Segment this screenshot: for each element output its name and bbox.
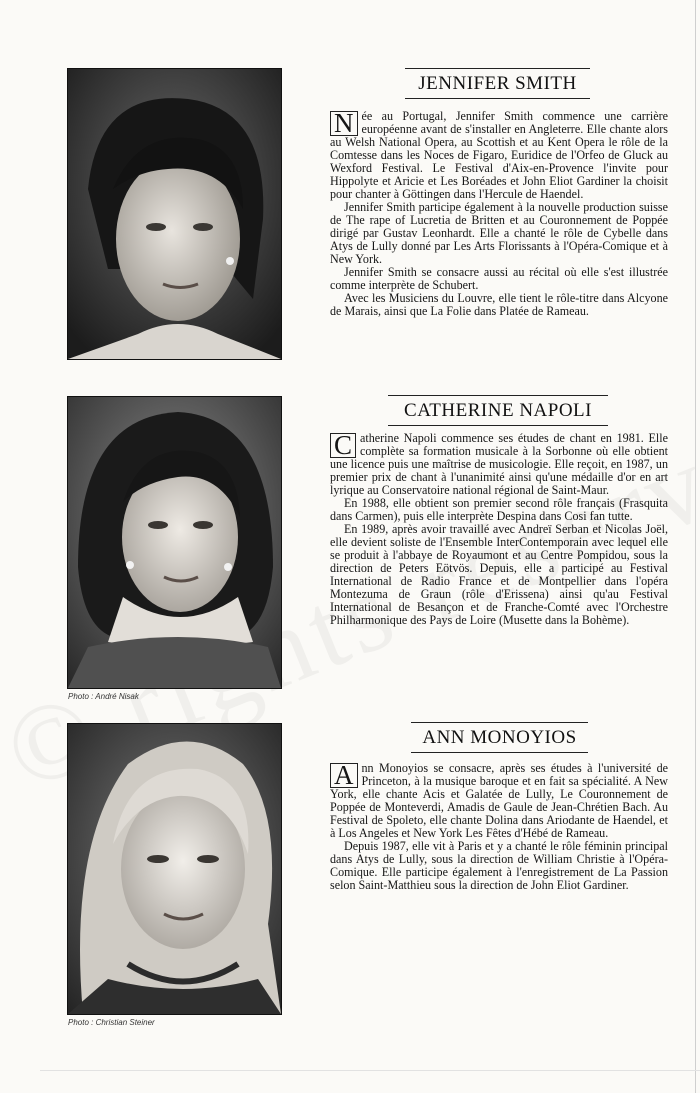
bio-paragraph: Avec les Musiciens du Louvre, elle tient le rôle-titre dans Alcyone de Marais, ainsi que La Folie dans Platée de Rameau. (330, 291, 668, 318)
bottom-rule (405, 98, 590, 99)
drop-cap: A (330, 763, 358, 788)
artist-name-block (405, 68, 590, 99)
artist-name-block (388, 395, 608, 426)
bio-paragraph: A nn Monoyios se consacre, après ses études à l'université de Princeton, à la musique baroque et en fait sa spécialité. A New York, elle chante Acis et Galatée de Lully, Le Couronnement de Poppée de Monteverdi, Amadis de Gaule de Jean-Chrétien Bach. Au Festival de Spoleto, elle chante Dolina dans Ariodante de Haendel, et à Los Angeles et New York Les Fêtes d'Hébé de Rameau. (330, 760, 668, 840)
bio-paragraph: N ée au Portugal, Jennifer Smith commence une carrière européenne avant de s'installer en Angleterre. Elle chante alors au Welsh National Opera, au Scottish et au Kent Opera le rôle de la Comtesse dans les Noces de Figaro, Euridice de l'Orfeo de Gluck au Wexford Festival. Le Festival d'Aix-en-Provence l'invite pour Hippolyte et Aricie et Les Boréades et John Eliot Gardiner la choisit pour chanter à Göttingen dans l'Hercule de Haendel. (330, 108, 668, 201)
portrait-photo-ann-monoyios (67, 723, 282, 1015)
artist-name: CATHERINE NAPOLI (404, 400, 592, 421)
portrait-photo-catherine-napoli (67, 396, 282, 689)
bio-paragraph: C atherine Napoli commence ses études de chant en 1981. Elle complète sa formation musicale à la Sorbonne où elle obtient une licence puis une maîtrise de musicologie. Elle reçoit, en 1987, un premier prix de chant à l'unanimité ainsi qu'une médaille d'or en art lyrique au Conservatoire national régional de Saint-Maur. (330, 430, 668, 497)
portrait-photo-jennifer-smith (67, 68, 282, 360)
photo-credit: Photo : André Nisak (68, 692, 139, 701)
artist-name-block (411, 722, 588, 753)
artist-biography (330, 432, 668, 627)
bio-paragraph: Depuis 1987, elle vit à Paris et y a chanté le rôle féminin principal dans Atys de Lully, sous la direction de William Christie à l'Opéra-Comique. Elle participe également à l'enregistrement de La Passion selon Saint-Matthieu sous la direction de John Eliot Gardiner. (330, 839, 668, 892)
photo-credit: Photo : Christian Steiner (68, 1018, 155, 1027)
artist-name: ANN MONOYIOS (422, 727, 577, 748)
scan-edge (40, 1070, 700, 1071)
bio-paragraph: Jennifer Smith se consacre aussi au récital où elle s'est illustrée comme interprète de Schubert. (330, 265, 668, 292)
bio-paragraph: En 1989, après avoir travaillé avec Andreï Serban et Nicolas Joël, elle devient soliste de l'Ensemble InterContemporain avec lequel elle se produit à l'abbaye de Royaumont et au Centre Pompidou, sous la direction de Peters Eötvös. Depuis, elle a participé au Festival International de Radio France et de Montpellier dans l'opéra Montezuma de Graun (rôle d'Erissena) ainsi qu'au Festival International de Besançon et de Franche-Comté avec l'Orchestre Philharmonique des Pays de Loire (Musette dans la Bohème). (330, 522, 668, 627)
portrait-image (68, 724, 281, 1014)
artist-name: JENNIFER SMITH (418, 73, 577, 94)
bottom-rule (411, 752, 588, 753)
drop-cap: C (330, 433, 356, 458)
artist-biography (330, 762, 668, 892)
portrait-image (68, 69, 281, 359)
bottom-rule (388, 425, 608, 426)
bio-paragraph: Jennifer Smith participe également à la nouvelle production suisse de The rape of Lucretia de Britten et au Couronnement de Poppée dirigé par Gustav Leonhardt. Elle a chanté le rôle de Cybelle dans Atys de Lully donné par Les Arts Florissants à l'Opéra-Comique et à New York. (330, 200, 668, 266)
page-edge (695, 0, 696, 1093)
portrait-image (68, 397, 281, 688)
bio-paragraph: En 1988, elle obtient son premier second rôle français (Frasquita dans Carmen), puis elle interprète Despina dans Cosi fan tutte. (330, 496, 668, 523)
drop-cap: N (330, 111, 358, 136)
artist-biography (330, 110, 668, 318)
